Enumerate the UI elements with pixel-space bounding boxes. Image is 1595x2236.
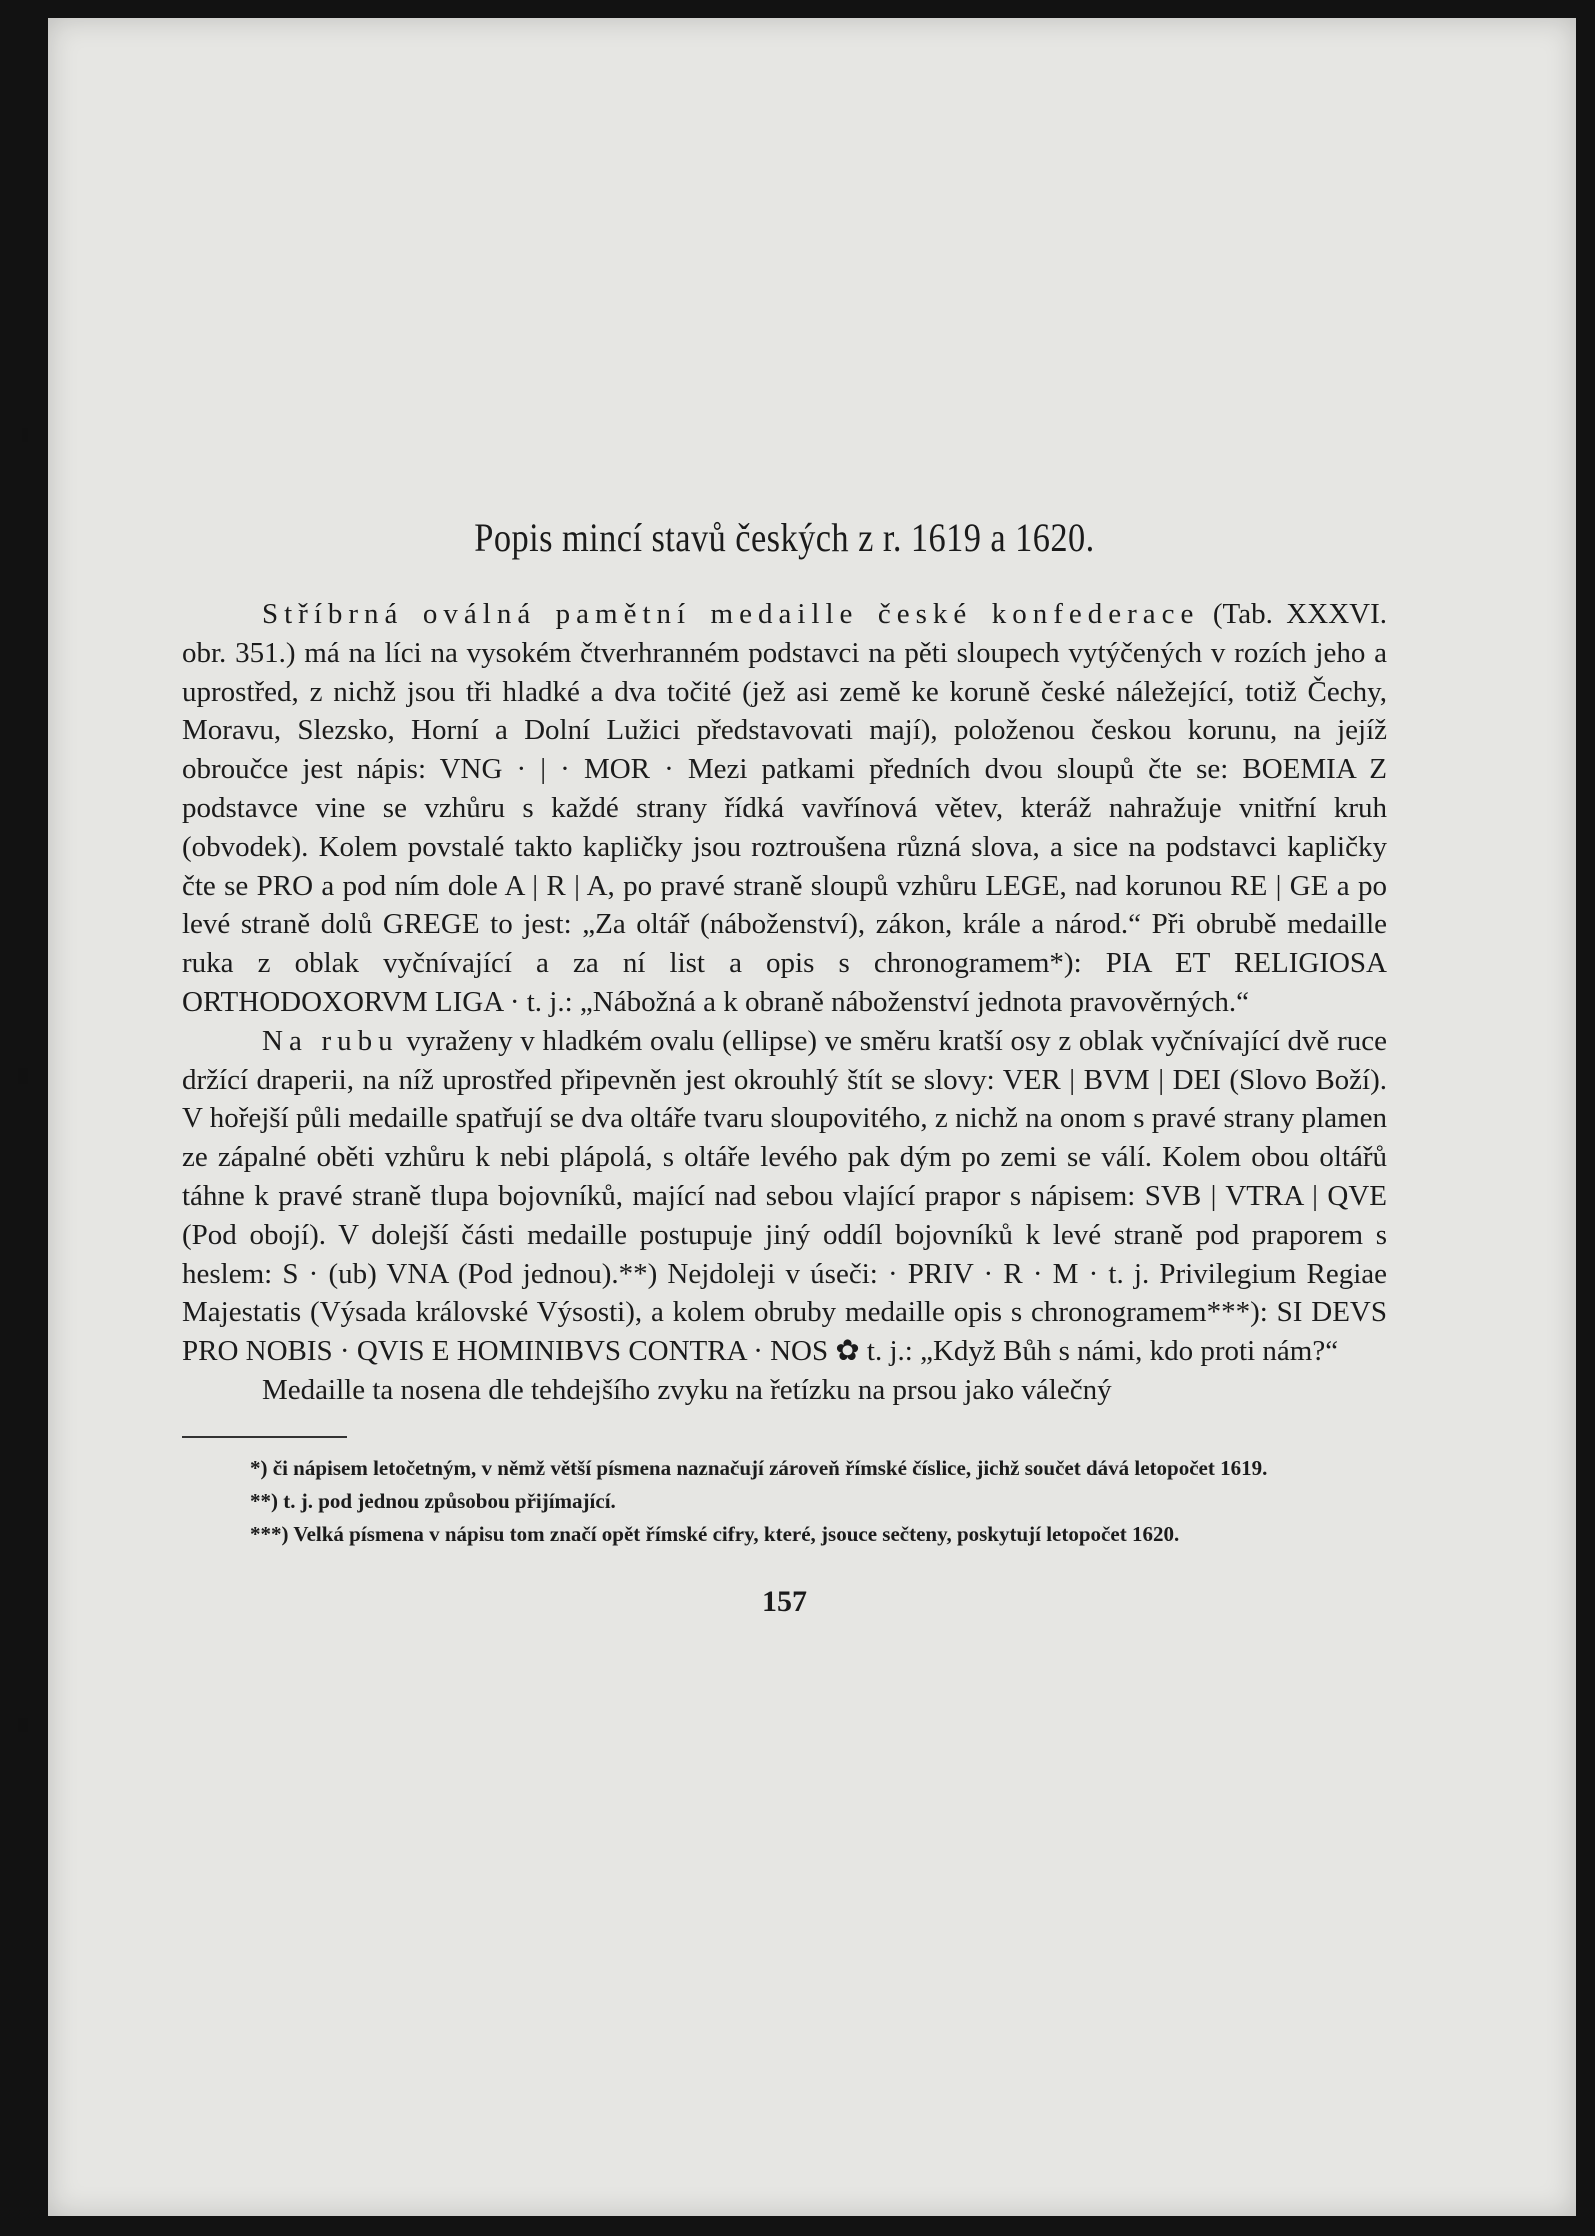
paragraph-2 xyxy=(182,1022,1387,1371)
paragraph-2-text: vyraženy v hladkém ovalu (ellipse) ve směru kratší osy z oblak vyčnívající dvě ruce držící draperii, na níž uprostřed připevněn jest okrouhlý štít se slovy: VER | BVM | DEI (Slovo Boží). V hořejší půli medaille spatřují se dva oltáře tvaru sloupovitého, z nichž na onom s pravé strany plamen ze zápalné oběti vzhůru k nebi plápolá, s oltáře levého pak dým po zemi se válí. Kolem obou oltářů táhne k pravé straně tlupa bojovníků, mající nad sebou vlající prapor s nápisem: SVB | VTRA | QVE (Pod obojí). V dolejší části medaille postupuje jiný oddíl bojovníků k levé straně pod praporem s heslem: S · (ub) VNA (Pod jednou).**) Nejdoleji v úseči: · PRIV · R · M · t. j. Privilegium Regiae Majestatis (Výsada královské Výsosti), a kolem obruby medaille opis s chronogramem***): SI DEVS PRO NOBIS · QVIS E HOMINIBVS CONTRA · NOS ✿ t. j.: „Když Bůh s námi, kdo proti nám?“ xyxy=(182,1024,1387,1368)
paragraph-3 xyxy=(182,1371,1387,1410)
page-number: 157 xyxy=(762,1584,807,1618)
paragraph-2-lead: Na rubu xyxy=(262,1024,399,1057)
paragraph-1-lead: Stříbrná oválná pamětní medaille české konfederace xyxy=(262,598,1200,630)
paragraph-1 xyxy=(182,595,1387,1022)
footnote-3: ***) Velká písmena v nápisu tom značí opět římské cifry, které, jsouce sečteny, poskytují letopočet 1620. xyxy=(250,1521,1180,1546)
footnote-2: **) t. j. pod jednou způsobou přijímající. xyxy=(250,1488,616,1513)
page-title: Popis mincí stavů českých z r. 1619 a 1620. xyxy=(474,515,1095,560)
paragraph-3-text: Medaille ta nosena dle tehdejšího zvyku na řetízku na prsou jako válečný xyxy=(262,1373,1112,1406)
footnote-divider xyxy=(182,1436,347,1438)
page-content xyxy=(182,500,1387,1619)
binding-mark xyxy=(18,1718,28,1732)
paragraph-1-text: (Tab. XXXVI. obr. 351.) má na líci na vysokém čtverhranném podstavci na pěti sloupech vytýčených v rozích jeho a uprostřed, z nichž jsou tři hladké a dva točité (jež asi země ke koruně české náležející, totiž Čechy, Moravu, Slezsko, Horní a Dolní Lužici představovati mají), položenou českou korunu, na jejíž obroučce jest nápis: VNG · | · MOR · Mezi patkami předních dvou sloupů čte se: BOEMIA Z podstavce vine se vzhůru s každé strany řídká vavřínová větev, kteráž nahražuje vnitřní kruh (obvodek). Kolem povstalé takto kapličky jsou roztroušena různá slova, a sice na podstavci kapličky čte se PRO a pod ním dole A | R | A, po pravé straně sloupů vzhůru LEGE, nad korunou RE | GE a po levé straně dolů GREGE to jest: „Za oltář (náboženství), zákon, krále a národ.“ Při obrubě medaille ruka z oblak vyčnívající a za ní list a opis s chronogramem*): PIA ET RELIGIOSA ORTHODOXORVM LIGA · t. j.: „Nábožná a k obraně náboženství jednota pravověrných.“ xyxy=(182,598,1387,1018)
footnote-1: *) či nápisem letočetným, v němž větší písmena naznačují zároveň římské číslice, jichž součet dává letopočet 1619. xyxy=(250,1455,1268,1480)
binding-mark xyxy=(22,428,28,442)
binding-mark xyxy=(18,1068,28,1084)
